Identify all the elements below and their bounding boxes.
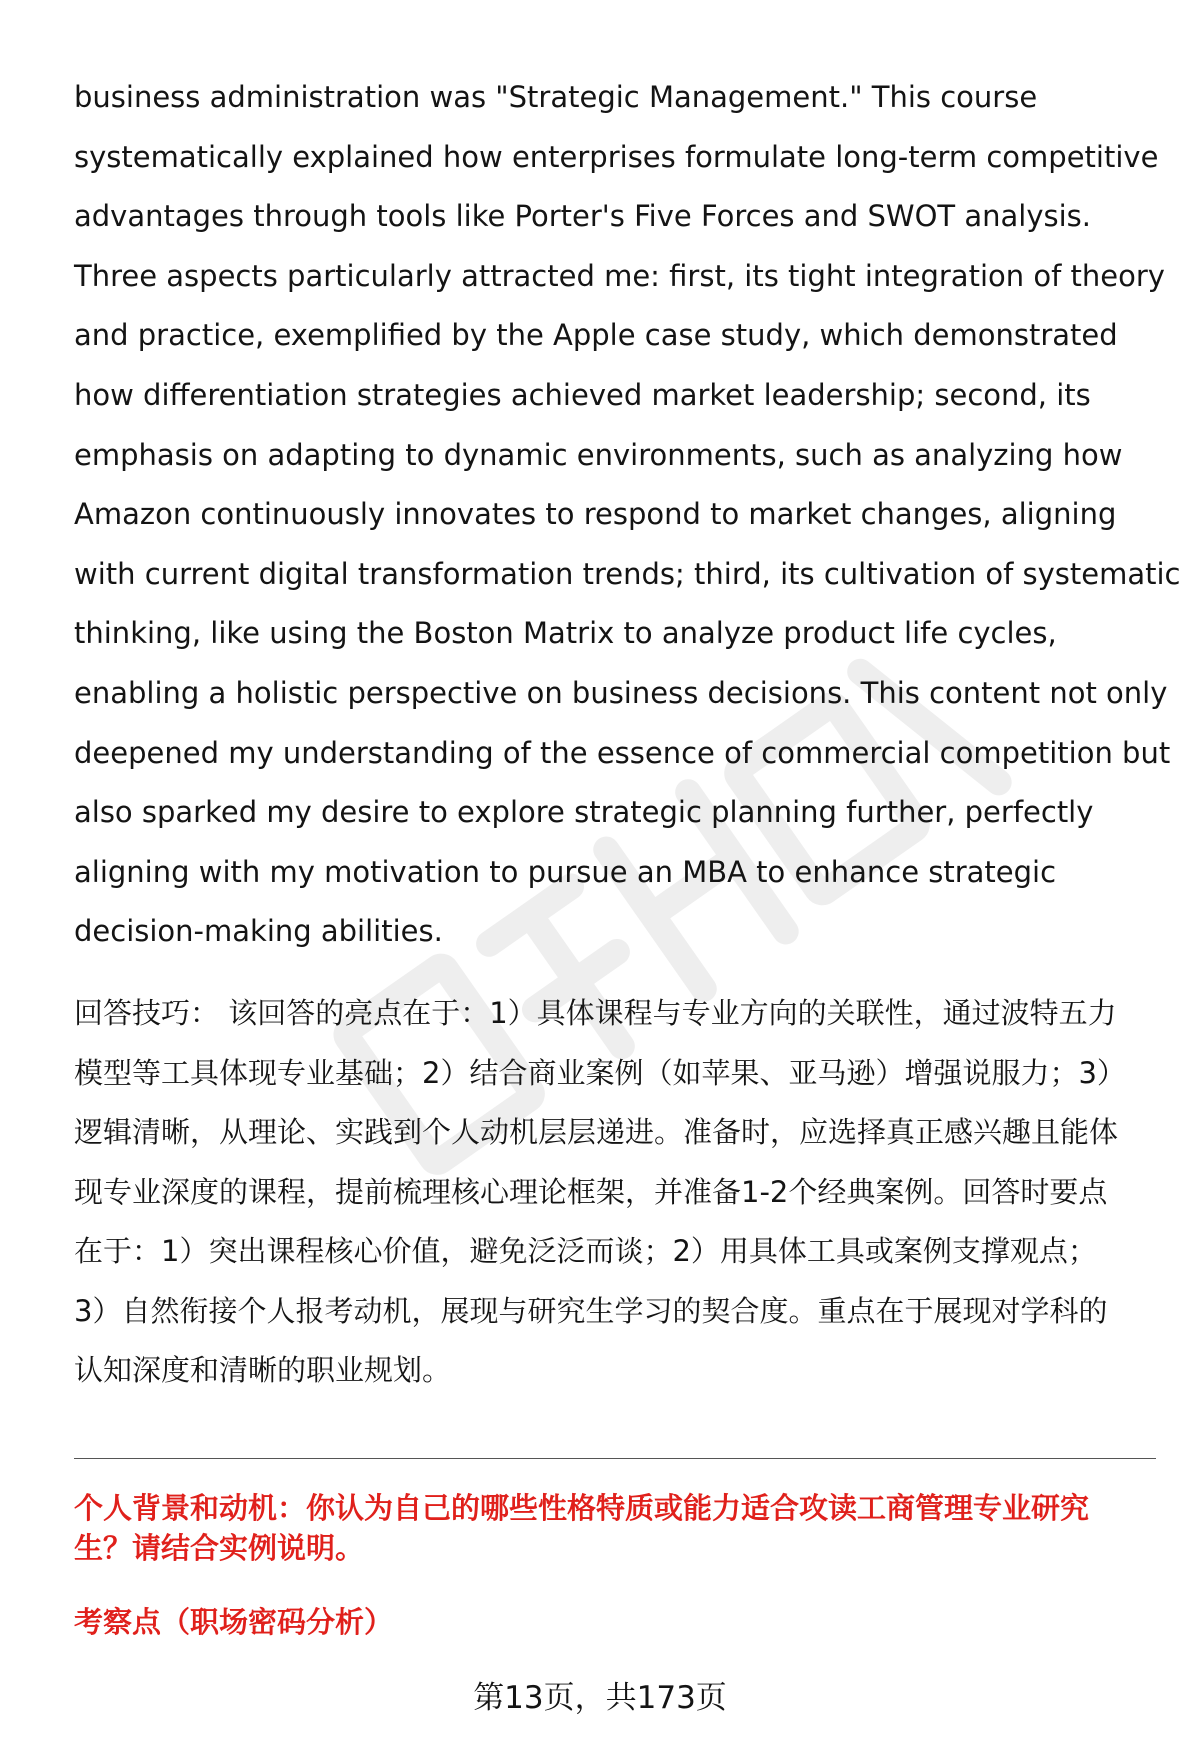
paragraph-line: aligning with my motivation to pursue an MBA to enhance strategic (74, 854, 1057, 889)
paragraph-line: deepened my understanding of the essence of commercial competition but (74, 735, 1171, 770)
question-heading (74, 1488, 1154, 1568)
paragraph-line: business administration was "Strategic Management." This course (74, 80, 1038, 114)
paragraph-line: emphasis on adapting to dynamic environments, such as analyzing how (74, 437, 1123, 472)
paragraph-line: Amazon continuously innovates to respond to market changes, aligning (74, 497, 1117, 532)
tips-line: 3）自然衔接个人报考动机，展现与研究生学习的契合度。重点在于展现对学科的 (74, 1293, 1108, 1328)
page-content (74, 68, 1181, 1401)
paragraph-line: advantages through tools like Porter's Five Forces and SWOT analysis. (74, 199, 1091, 234)
question-line: 生？请结合实例说明。 (74, 1531, 365, 1565)
paragraph-line: decision-making abilities. (74, 914, 443, 949)
tips-line: 在于：1）突出课程核心价值，避免泛泛而谈；2）用具体工具或案例支撑观点； (74, 1234, 1097, 1269)
tips-line: 回答技巧： 该回答的亮点在于：1）具体课程与专业方向的关联性，通过波特五力 (74, 995, 1117, 1030)
page-number: 第13页，共173页 (473, 1680, 727, 1716)
tips-line: 逻辑清晰，从理论、实践到个人动机层层递进。准备时，应选择真正感兴趣且能体 (74, 1115, 1119, 1150)
analysis-subheading: 考察点（职场密码分析） (74, 1605, 394, 1639)
tips-line: 模型等工具体现专业基础；2）结合商业案例（如苹果、亚马逊）增强说服力；3） (74, 1055, 1126, 1090)
answer-tips (74, 984, 1154, 1401)
tips-line: 现专业深度的课程，提前梳理核心理论框架，并准备1-2个经典案例。回答时要点 (74, 1174, 1108, 1209)
paragraph-line: enabling a holistic perspective on business decisions. This content not only (74, 675, 1168, 710)
question-line: 个人背景和动机：你认为自己的哪些性格特质或能力适合攻读工商管理专业研究 (74, 1491, 1090, 1525)
paragraph-line: and practice, exemplified by the Apple case study, which demonstrated (74, 318, 1118, 353)
paragraph-line: also sparked my desire to explore strategic planning further, perfectly (74, 795, 1094, 830)
section-divider (74, 1458, 1156, 1459)
tips-line: 认知深度和清晰的职业规划。 (74, 1353, 452, 1388)
paragraph-line: how differentiation strategies achieved market leadership; second, its (74, 377, 1091, 412)
paragraph-line: with current digital transformation trends; third, its cultivation of systematic (74, 556, 1181, 591)
paragraph-line: thinking, like using the Boston Matrix to analyze product life cycles, (74, 616, 1057, 651)
answer-paragraph (74, 68, 1181, 962)
paragraph-line: Three aspects particularly attracted me: first, its tight integration of theory (74, 258, 1165, 293)
paragraph-line: systematically explained how enterprises formulate long-term competitive (74, 139, 1159, 174)
